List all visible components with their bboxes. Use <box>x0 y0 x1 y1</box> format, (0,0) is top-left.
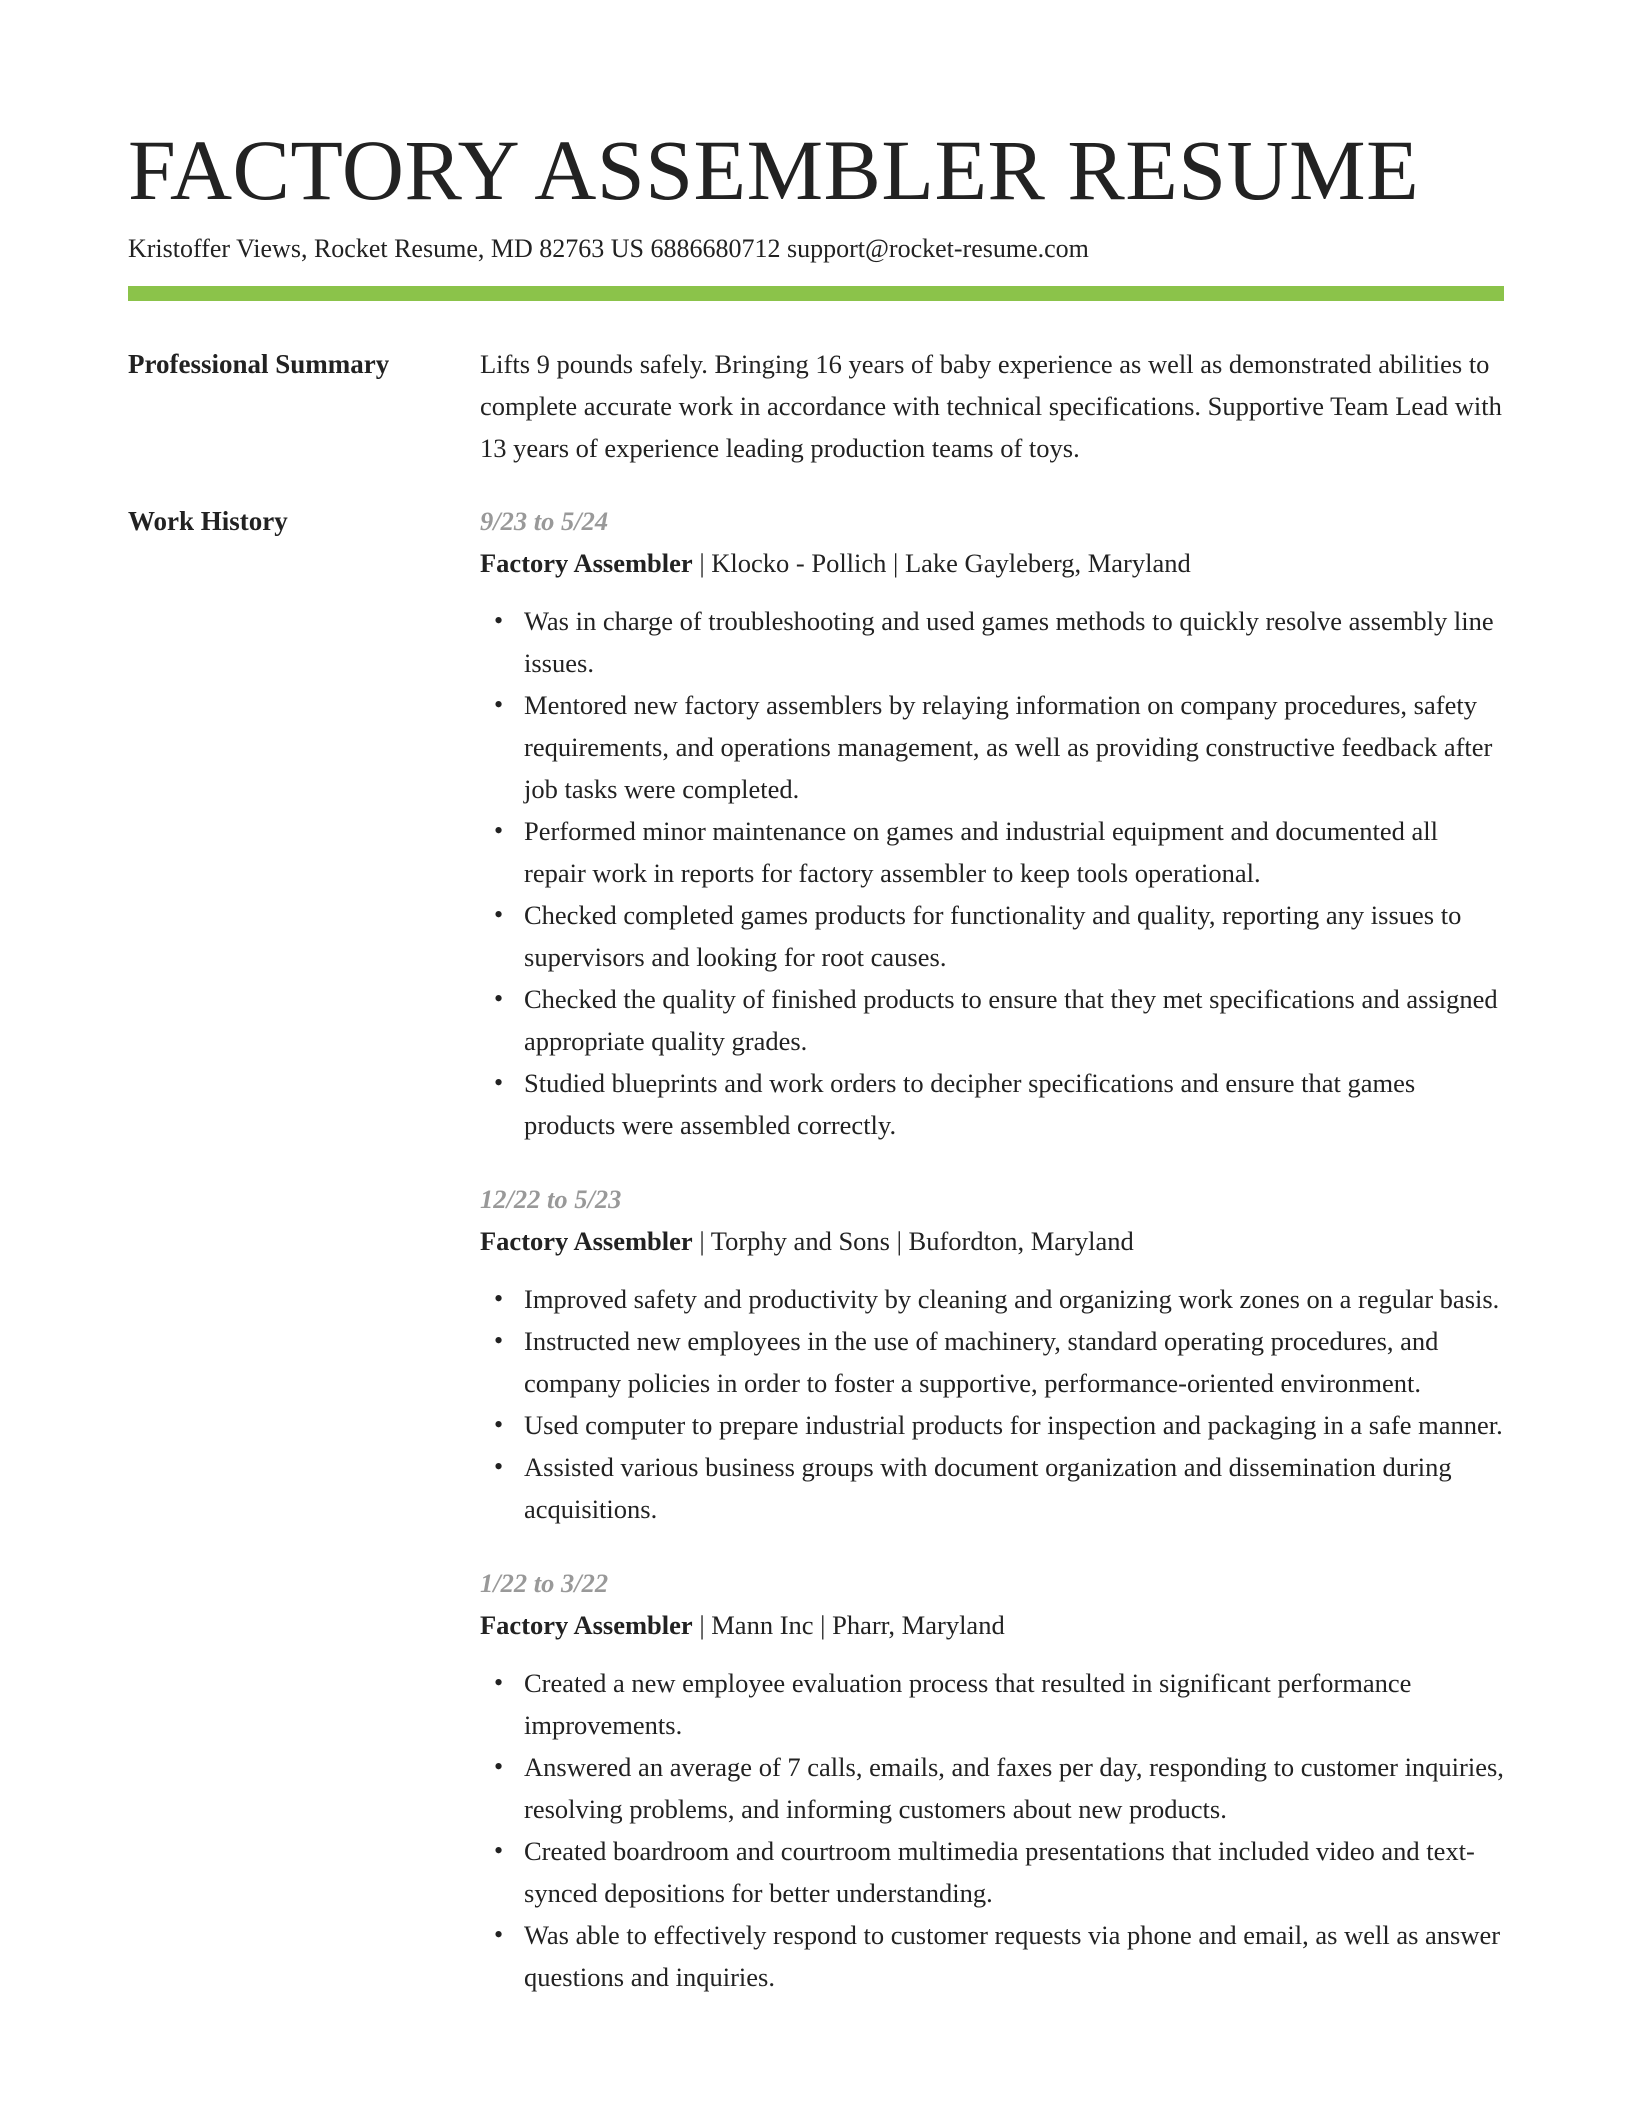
job-bullet: • Checked completed games products for functionality and quality, reporting any issues to supervisors and looking for root causes. <box>524 894 1504 978</box>
job-title-line <box>480 1604 1504 1646</box>
job-bullet: • Studied blueprints and work orders to decipher specifications and ensure that games products were assembled correctly. <box>524 1062 1504 1146</box>
accent-divider <box>128 286 1504 301</box>
job-company-location: | Torphy and Sons | Bufordton, Maryland <box>692 1226 1134 1256</box>
job-company-location: | Klocko - Pollich | Lake Gayleberg, Maryland <box>692 548 1191 578</box>
contact-line: Kristoffer Views, Rocket Resume, MD 82763 US 6886680712 support@rocket-resume.com <box>128 234 1089 263</box>
job-title: Factory Assembler <box>480 1610 693 1640</box>
job-bullet-list <box>480 1278 1504 1530</box>
summary-body <box>480 343 1504 469</box>
job-entry <box>480 1178 1504 1530</box>
job-bullet: • Answered an average of 7 calls, emails, and faxes per day, responding to customer inquiries, resolving problems, and informing customers about new products. <box>524 1746 1504 1830</box>
job-dates: 9/23 to 5/24 <box>480 506 609 536</box>
work-history-heading: Work History <box>128 506 288 536</box>
job-bullet: • Assisted various business groups with document organization and dissemination during acquisitions. <box>524 1446 1504 1530</box>
job-title-line <box>480 542 1504 584</box>
job-title: Factory Assembler <box>480 1226 693 1256</box>
work-history-body <box>480 500 1504 2030</box>
job-bullet-list <box>480 600 1504 1146</box>
job-company-location: | Mann Inc | Pharr, Maryland <box>692 1610 1005 1640</box>
job-title-line <box>480 1220 1504 1262</box>
job-bullet: • Checked the quality of finished products to ensure that they met specifications and assigned appropriate quality grades. <box>524 978 1504 1062</box>
job-dates: 12/22 to 5/23 <box>480 1184 622 1214</box>
job-entry <box>480 1562 1504 1998</box>
job-bullet: • Improved safety and productivity by cleaning and organizing work zones on a regular basis. <box>524 1278 1504 1320</box>
job-bullet: • Created a new employee evaluation process that resulted in significant performance improvements. <box>524 1662 1504 1746</box>
summary-heading: Professional Summary <box>128 349 390 379</box>
job-bullet: • Used computer to prepare industrial products for inspection and packaging in a safe manner. <box>524 1404 1504 1446</box>
job-bullet: • Was in charge of troubleshooting and used games methods to quickly resolve assembly line issues. <box>524 600 1504 684</box>
job-bullet: • Performed minor maintenance on games and industrial equipment and documented all repair work in reports for factory assembler to keep tools operational. <box>524 810 1504 894</box>
job-dates: 1/22 to 3/22 <box>480 1568 609 1598</box>
job-entry <box>480 500 1504 1146</box>
job-bullet-list <box>480 1662 1504 1998</box>
job-title: Factory Assembler <box>480 548 693 578</box>
job-bullet: • Mentored new factory assemblers by relaying information on company procedures, safety requirements, and operations management, as well as providing constructive feedback after job tasks were completed. <box>524 684 1504 810</box>
summary-text: Lifts 9 pounds safely. Bringing 16 years of baby experience as well as demonstrated abilities to complete accurate work in accordance with technical specifications. Supportive Team Lead with 13 years of experience leading production teams of toys. <box>480 349 1502 463</box>
job-bullet: • Created boardroom and courtroom multimedia presentations that included video and text-synced depositions for better understanding. <box>524 1830 1504 1914</box>
job-bullet: • Was able to effectively respond to customer requests via phone and email, as well as answer questions and inquiries. <box>524 1914 1504 1998</box>
job-bullet: • Instructed new employees in the use of machinery, standard operating procedures, and company policies in order to foster a supportive, performance-oriented environment. <box>524 1320 1504 1404</box>
resume-title: FACTORY ASSEMBLER RESUME <box>128 122 1420 218</box>
